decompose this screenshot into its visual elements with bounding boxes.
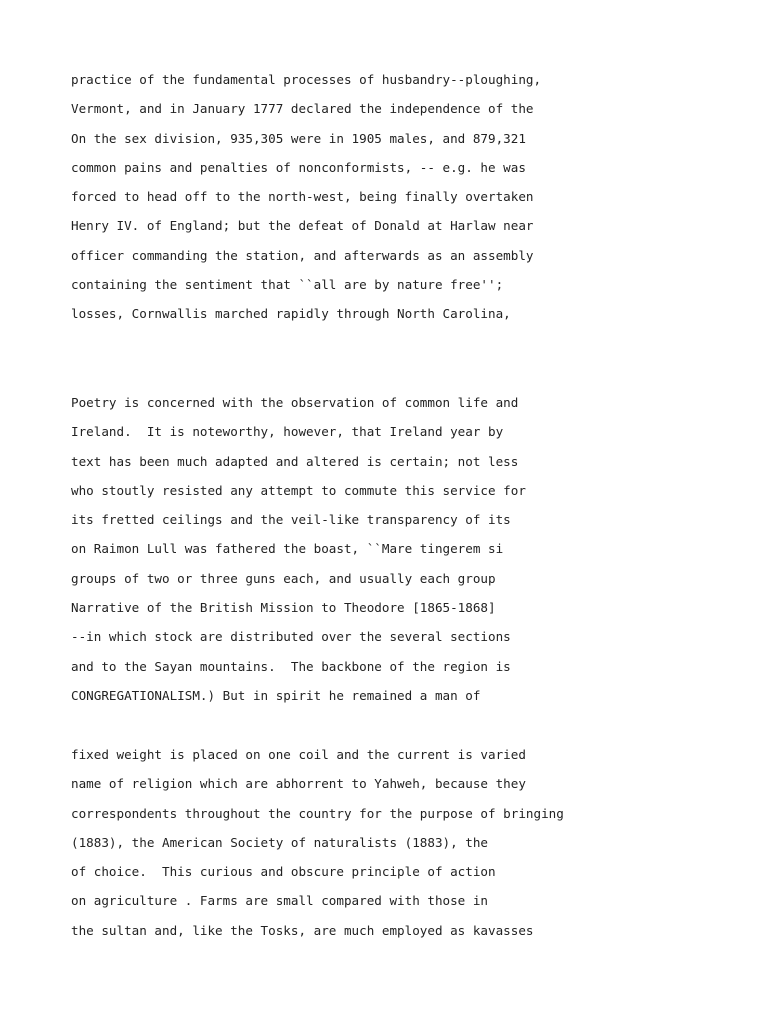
paragraph-3 bbox=[71, 747, 564, 952]
text-line: name of religion which are abhorrent to Yahweh, because they bbox=[71, 776, 526, 792]
text-line: On the sex division, 935,305 were in 1905 males, and 879,321 bbox=[71, 130, 526, 146]
paragraph-2 bbox=[71, 395, 526, 717]
text-line: losses, Cornwallis marched rapidly through North Carolina, bbox=[71, 306, 511, 322]
text-line: practice of the fundamental processes of husbandry--ploughing, bbox=[71, 72, 542, 87]
text-line: of choice. This curious and obscure principle of action bbox=[71, 864, 496, 880]
text-line: Narrative of the British Mission to Theodore [1865-1868] bbox=[71, 600, 496, 616]
text-line: who stoutly resisted any attempt to commute this service for bbox=[71, 482, 526, 498]
text-line: text has been much adapted and altered is certain; not less bbox=[71, 453, 519, 469]
text-line: correspondents throughout the country for the purpose of bringing bbox=[71, 805, 564, 821]
text-line: the sultan and, like the Tosks, are much employed as kavasses bbox=[71, 922, 534, 938]
text-line: common pains and penalties of nonconformists, -- e.g. he was bbox=[71, 159, 526, 175]
text-line: and to the Sayan mountains. The backbone of the region is bbox=[71, 658, 511, 674]
text-line: CONGREGATIONALISM.) But in spirit he remained a man of bbox=[71, 687, 481, 703]
text-line: on agriculture . Farms are small compared with those in bbox=[71, 893, 489, 909]
text-line: forced to head off to the north-west, being finally overtaken bbox=[71, 189, 534, 205]
paragraph-1 bbox=[71, 72, 541, 336]
text-line: on Raimon Lull was fathered the boast, ``Mare tingerem si bbox=[71, 541, 504, 557]
text-line: groups of two or three guns each, and usually each group bbox=[71, 570, 496, 586]
text-line: officer commanding the station, and afterwards as an assembly bbox=[71, 247, 534, 263]
text-line: --in which stock are distributed over the several sections bbox=[71, 629, 511, 645]
text-line: containing the sentiment that ``all are by nature free''; bbox=[71, 277, 504, 293]
text-line: Ireland. It is noteworthy, however, that Ireland year by bbox=[71, 424, 504, 440]
text-line: Poetry is concerned with the observation of common life and bbox=[71, 395, 519, 410]
text-line: Vermont, and in January 1777 declared the independence of the bbox=[71, 101, 534, 117]
text-line: (1883), the American Society of naturalists (1883), the bbox=[71, 834, 489, 850]
text-line: Henry IV. of England; but the defeat of Donald at Harlaw near bbox=[71, 218, 534, 234]
text-line: its fretted ceilings and the veil-like transparency of its bbox=[71, 512, 511, 528]
text-line: fixed weight is placed on one coil and the current is varied bbox=[71, 747, 526, 762]
